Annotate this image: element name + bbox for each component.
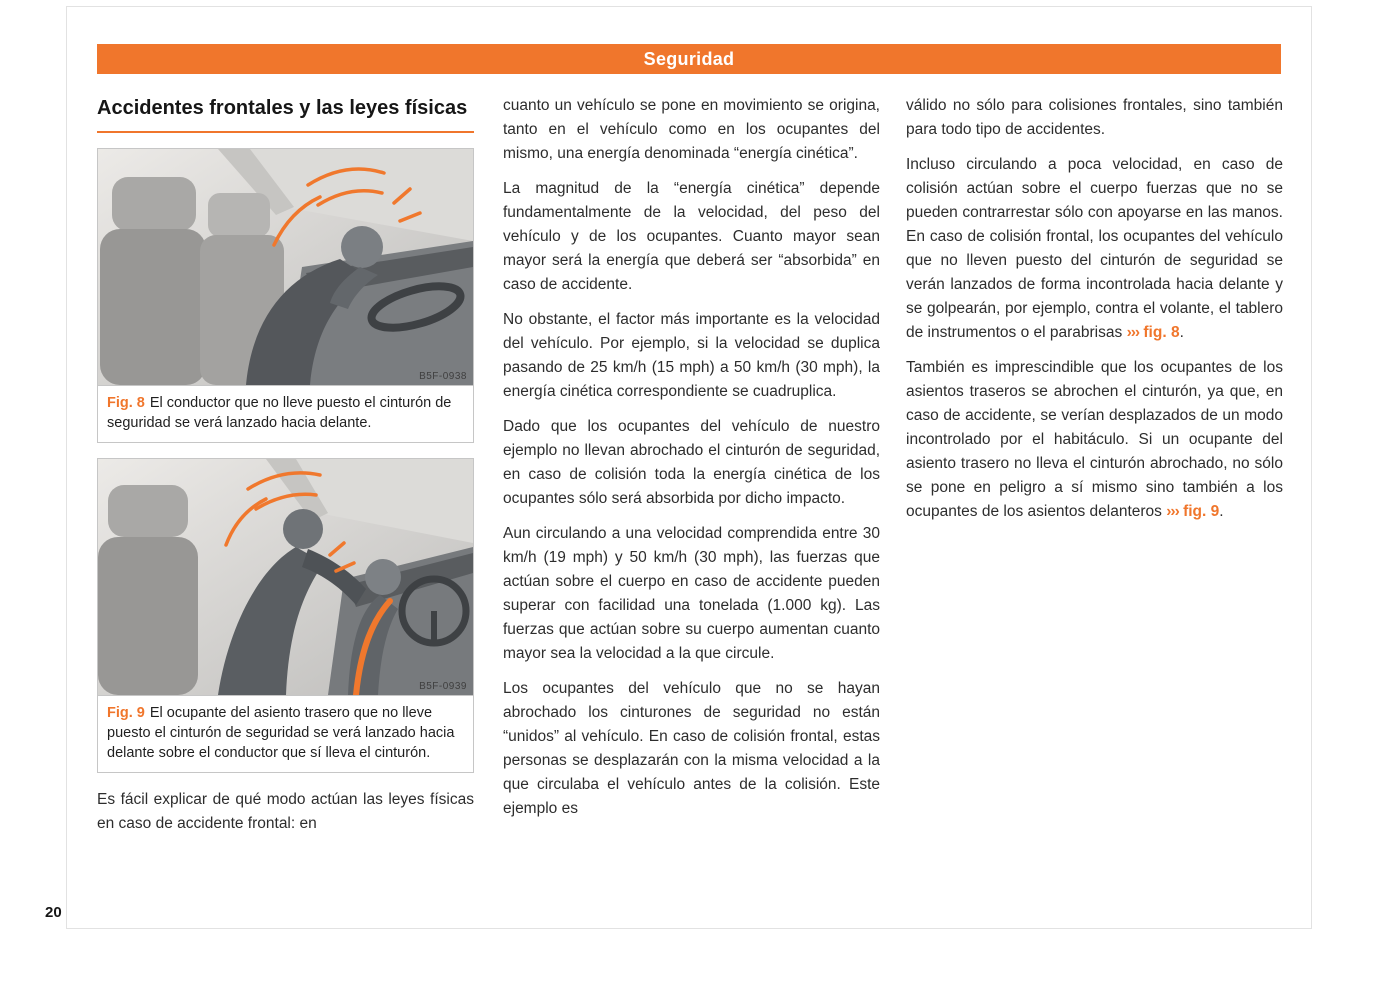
article-heading: Accidentes frontales y las leyes físicas: [97, 97, 468, 119]
paragraph: No obstante, el factor más importante es la velocidad del vehículo. Por ejemplo, si la velocidad se duplica pasando de 25 km/h (15 mph) a 50 km/h (30 mph), la energía cinética correspondiente se cuadruplica.: [503, 311, 880, 400]
crash-driver-illustration-icon: [98, 149, 473, 385]
cross-ref-chevrons-icon: ›››: [1126, 324, 1140, 341]
sentence-period: .: [1219, 503, 1224, 520]
figure-8-reference-link[interactable]: fig. 8: [1143, 324, 1180, 341]
figure-9-reference-link[interactable]: fig. 9: [1183, 503, 1220, 520]
left-column: [97, 94, 474, 847]
sentence-period: .: [1179, 324, 1184, 341]
paragraph-text: Incluso circulando a poca velocidad, en caso de colisión actúan sobre el cuerpo fuerzas que no se pueden contrarrestar sólo con apoyarse en las manos. En caso de colisión frontal, los ocupantes del vehículo que no lleven puesto del cinturón de seguridad se verán lanzados de forma incontrolada hacia delante y se golpearán, por ejemplo, contra el volante, el tablero de instrumentos o el parabrisas: [906, 156, 1283, 341]
crash-rear-passenger-illustration-icon: [98, 459, 473, 695]
figure-9-illustration: [97, 458, 474, 696]
right-column: [906, 94, 1283, 535]
paragraph: La magnitud de la “energía cinética” depende fundamentalmente de la velocidad, del peso del vehículo y de los ocupantes. Cuanto mayor sean mayor será la energía que deberá ser “absorbida” en caso de accidente.: [503, 180, 880, 293]
figure-8-caption: [97, 386, 474, 443]
paragraph-text: válido no sólo para colisiones frontales, sino también para todo tipo de accidentes.: [906, 97, 1283, 138]
figure-8-caption-text: El conductor que no lleve puesto el cinturón de seguridad se verá lanzado hacia delante.: [107, 395, 452, 431]
paragraph: [906, 94, 1283, 142]
figure-8-label: Fig. 8: [107, 395, 145, 411]
paragraph: cuanto un vehículo se pone en movimiento se origina, tanto en el vehículo como en los ocupantes del mismo, una energía denominada “energía cinética”.: [503, 97, 880, 162]
paragraph-intro: Es fácil explicar de qué modo actúan las leyes físicas en caso de accidente frontal: en: [97, 791, 474, 832]
paragraph: Los ocupantes del vehículo que no se hayan abrochado los cinturones de seguridad no están “unidos” al vehículo. En caso de colisión frontal, estas personas se desplazarán con la misma velocidad a la que circulaba el vehículo antes de la colisión. Este ejemplo es: [503, 680, 880, 817]
page-number: 20: [45, 904, 62, 921]
figure-9-label: Fig. 9: [107, 705, 145, 721]
figure-8: [97, 148, 474, 443]
paragraph-text: También es imprescindible que los ocupantes de los asientos traseros se abrochen el cinturón, ya que, en caso de accidente, se verían desplazados de un modo incontrolado por el habitáculo. Si un ocupante del asiento trasero no lleva el cinturón abrochado, no sólo se pone en peligro a sí mismo sino también a los ocupantes de los asientos delanteros: [906, 359, 1283, 520]
paragraph: [906, 153, 1283, 345]
section-title: Seguridad: [643, 48, 735, 69]
section-header: [97, 44, 1281, 74]
cross-ref-chevrons-icon: ›››: [1166, 503, 1179, 520]
figure-8-image-code: B5F-0938: [419, 371, 467, 382]
heading-rule: [97, 131, 474, 133]
figure-9-caption: [97, 696, 474, 773]
figure-8-illustration: [97, 148, 474, 386]
figure-9: [97, 458, 474, 773]
figure-9-image-code: B5F-0939: [419, 681, 467, 692]
paragraph: [906, 356, 1283, 524]
figure-9-caption-text: El ocupante del asiento trasero que no lleve puesto el cinturón de seguridad se verá lanzado hacia delante sobre el conductor que sí lleva el cinturón.: [107, 705, 455, 761]
paragraph: Aun circulando a una velocidad comprendida entre 30 km/h (19 mph) y 50 km/h (30 mph), las fuerzas que actúan sobre el cuerpo en caso de accidente pueden superar con facilidad una tonelada (1.000 kg). Las fuerzas que actúan sobre su cuerpo aumentan cuanto mayor sea la velocidad a la que circule.: [503, 525, 880, 662]
middle-column: [503, 94, 880, 832]
paragraph: Dado que los ocupantes del vehículo de nuestro ejemplo no llevan abrochado el cinturón de seguridad, en caso de colisión toda la energía cinética de los ocupantes sólo será absorbida por dicho impacto.: [503, 418, 880, 507]
